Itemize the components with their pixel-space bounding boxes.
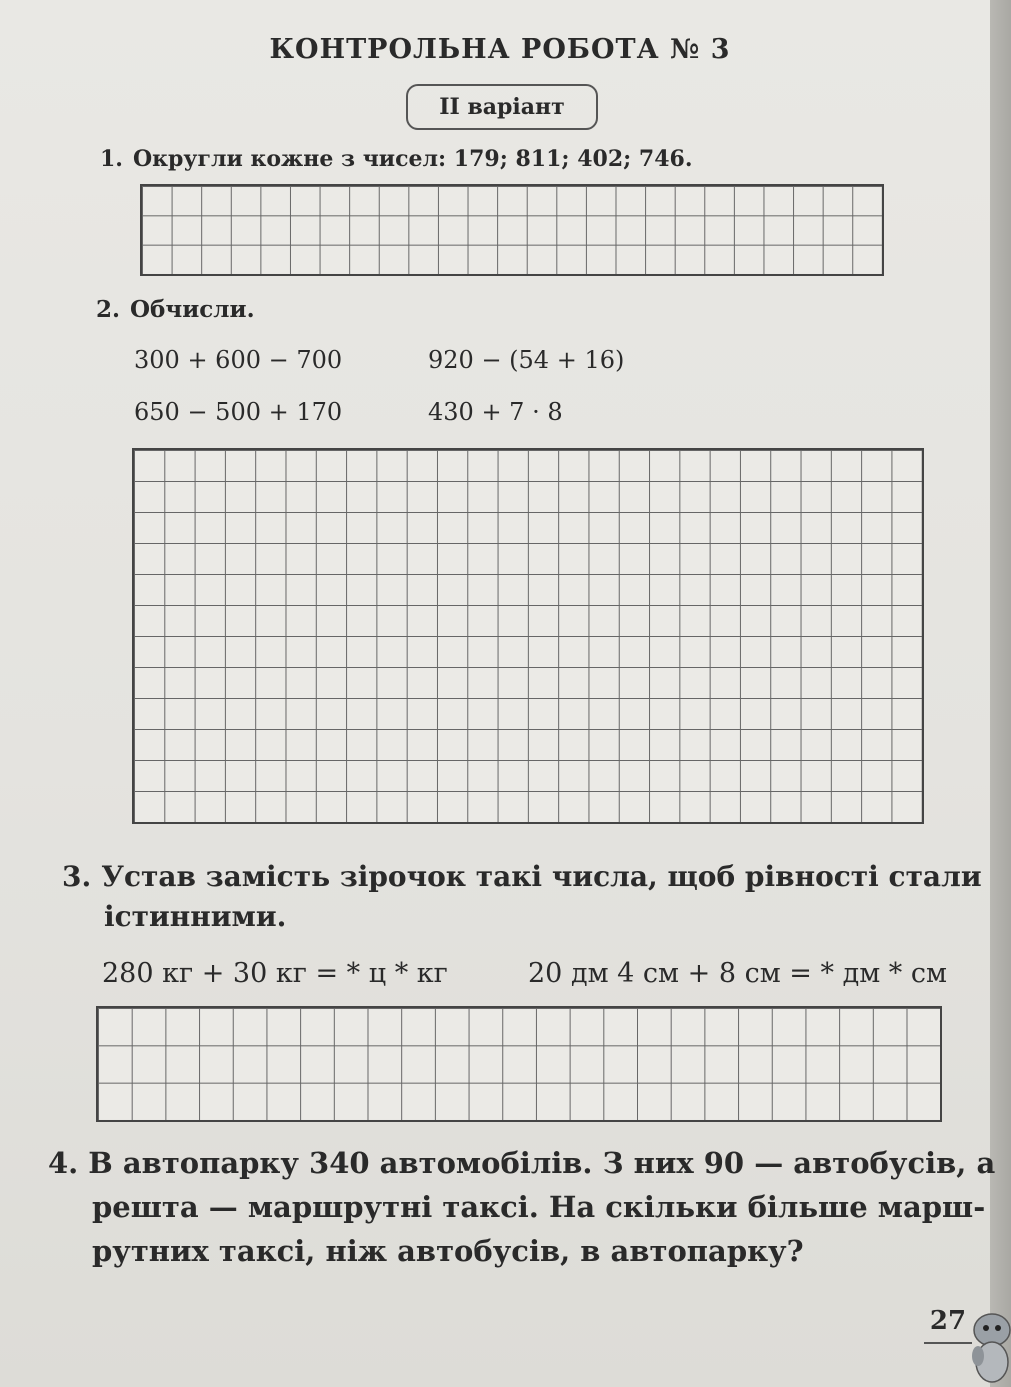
expression-b: 920 − (54 + 16) — [428, 346, 625, 374]
cat-mascot-icon — [960, 1300, 1011, 1387]
task-text-line-1: Устав замість зірочок такі числа, щоб рівності стали — [101, 860, 982, 893]
page-number: 27 — [924, 1306, 972, 1344]
task-number: 3. — [62, 860, 92, 893]
task-3-line-2: істинними. — [104, 900, 287, 933]
task-text: Округли кожне з чисел: 179; 811; 402; 746. — [132, 146, 693, 172]
answer-grid-3[interactable] — [96, 1006, 942, 1122]
task-number: 2. — [96, 296, 121, 323]
expression-c: 650 − 500 + 170 — [134, 398, 343, 426]
answer-grid-2[interactable] — [132, 448, 924, 824]
answer-grid-1[interactable] — [140, 184, 884, 276]
variant-badge: ІІ варіант — [406, 84, 598, 130]
task-text-line-1: В автопарку 340 автомобілів. З них 90 — автобусів, а — [88, 1146, 996, 1180]
task-4-line-3: рутних таксі, ніж автобусів, в автопарку? — [92, 1234, 804, 1268]
task-2 — [96, 296, 255, 323]
expression-d: 430 + 7 · 8 — [428, 398, 563, 426]
page-title: КОНТРОЛЬНА РОБОТА № 3 — [269, 34, 731, 65]
task-4 — [48, 1146, 995, 1180]
equation-b: 20 дм 4 см + 8 см = * дм * см — [528, 958, 947, 989]
task-1 — [100, 146, 693, 172]
task-3 — [62, 860, 982, 893]
task-text: Обчисли. — [130, 296, 255, 323]
expression-a: 300 + 600 − 700 — [134, 346, 343, 374]
equation-a: 280 кг + 30 кг = * ц * кг — [102, 958, 448, 989]
task-number: 4. — [48, 1146, 79, 1180]
task-4-line-2: решта — маршрутні таксі. На скільки більше марш- — [92, 1190, 986, 1224]
task-number: 1. — [100, 146, 123, 172]
